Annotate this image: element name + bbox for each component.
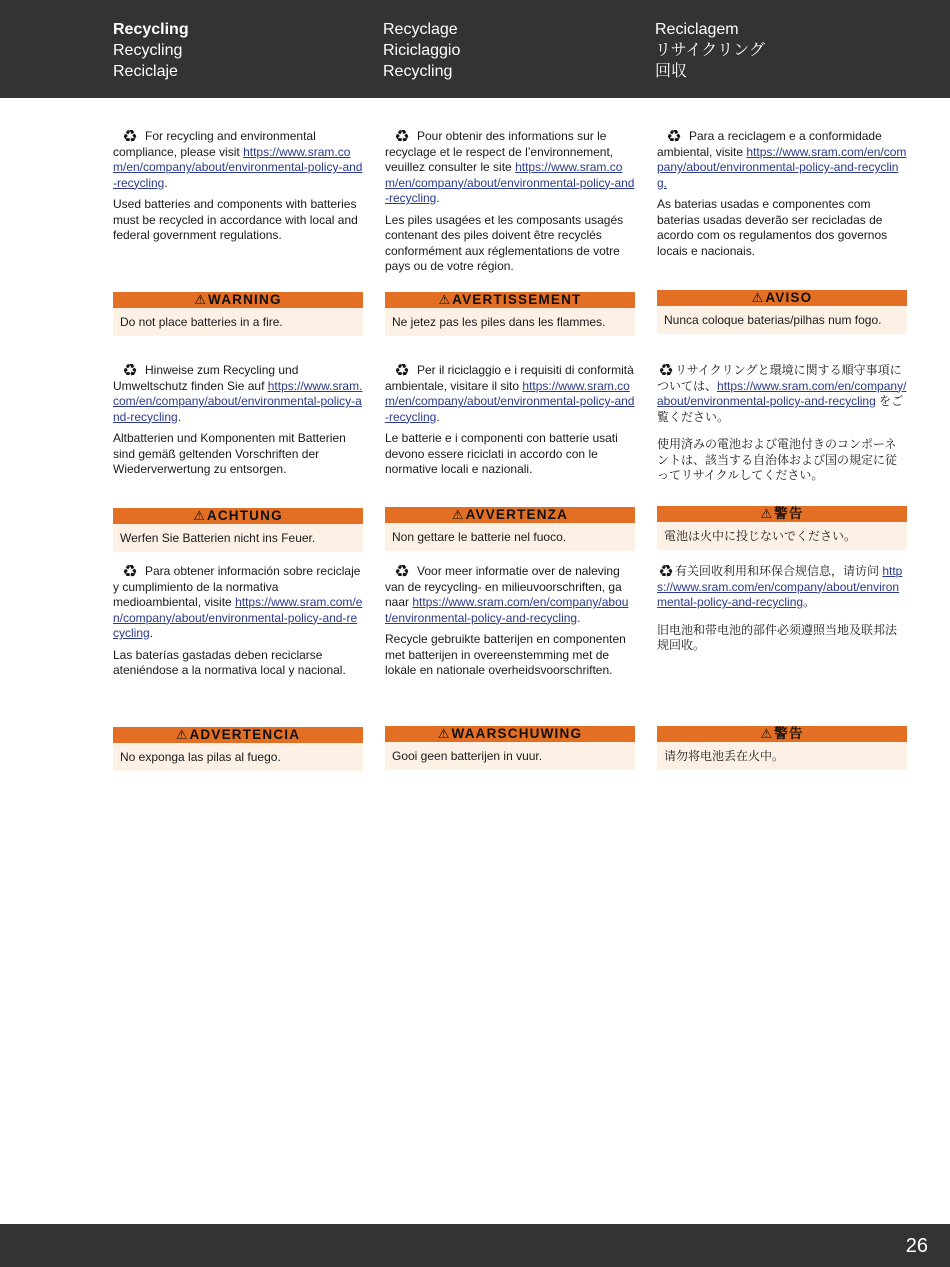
header-titles-col1 bbox=[113, 19, 373, 82]
recycling-icon: ♻ bbox=[122, 127, 138, 146]
recycling-section-fr bbox=[385, 129, 635, 275]
warning-box-de bbox=[113, 508, 363, 552]
warning-box-fr bbox=[385, 292, 635, 336]
recycling-section-nl bbox=[385, 564, 635, 679]
warning-triangle-icon: ⚠ bbox=[751, 290, 764, 305]
recycling-body: Used batteries and components with batteries must be recycled in accordance with local and federal government regulations. bbox=[113, 197, 358, 242]
page-header bbox=[0, 0, 950, 98]
recycling-link[interactable]: https://www.sram.com/en/company/about/environmental-policy-and-recycling bbox=[385, 595, 629, 625]
header-title-pt: Reciclagem bbox=[655, 21, 739, 38]
recycling-link[interactable]: https://www.sram.com/en/company/about/environmental-policy-and-recycling bbox=[657, 378, 907, 408]
intro-text: Para obtener información sobre reciclaje y cumplimiento de la normativa medioambiental, visite bbox=[113, 564, 361, 609]
warning-text: 请勿将电池丢在火中。 bbox=[657, 742, 907, 770]
recycling-section-en bbox=[113, 129, 363, 244]
intro-text: For recycling and environmental compliance, please visit bbox=[113, 129, 316, 159]
recycling-intro bbox=[657, 363, 907, 425]
header-title-en: Recycling bbox=[113, 21, 189, 38]
warning-triangle-icon: ⚠ bbox=[760, 726, 773, 741]
warning-header bbox=[113, 727, 363, 743]
warning-triangle-icon: ⚠ bbox=[451, 507, 464, 522]
warning-triangle-icon: ⚠ bbox=[438, 292, 451, 307]
intro-text: Pour obtenir des informations sur le recyclage et le respect de l’environnement, veuillez consulter le site bbox=[385, 129, 614, 174]
recycling-section-zh bbox=[657, 564, 907, 654]
page-footer bbox=[0, 1224, 950, 1267]
intro-after: . bbox=[436, 409, 440, 424]
warning-header bbox=[385, 507, 635, 523]
recycling-link[interactable]: https://www.sram.com/en/company/about/environmental-policy-and-recycling bbox=[113, 378, 363, 424]
intro-after: . bbox=[436, 191, 440, 205]
recycling-intro bbox=[113, 564, 363, 642]
recycling-icon: ♻ bbox=[122, 361, 138, 380]
intro-after: . bbox=[164, 175, 168, 190]
warning-box-nl bbox=[385, 726, 635, 770]
warning-title: ACHTUNG bbox=[206, 508, 283, 523]
warning-header bbox=[657, 726, 907, 742]
recycling-section-it bbox=[385, 363, 635, 478]
recycling-body: Les piles usagées et les composants usagés contenant des piles doivent être recyclés conformément aux réglementations de votre pays ou de votre région. bbox=[385, 212, 624, 273]
warning-triangle-icon: ⚠ bbox=[760, 506, 773, 521]
warning-header bbox=[385, 292, 635, 308]
warning-box-en bbox=[113, 292, 363, 336]
recycling-intro bbox=[385, 129, 635, 207]
recycling-intro bbox=[113, 363, 363, 425]
warning-header bbox=[113, 508, 363, 524]
intro-after: . bbox=[577, 610, 581, 625]
recycling-link[interactable]: https://www.sram.com/en/company/about/environmental-policy-and-recycling bbox=[385, 160, 635, 205]
recycling-body: As baterias usadas e componentes com baterias usadas deverão ser recicladas de acordo com os regulamentos dos governos locais e nacionais. bbox=[657, 197, 888, 258]
warning-triangle-icon: ⚠ bbox=[194, 292, 206, 307]
intro-after: をご覧ください。 bbox=[657, 394, 904, 424]
recycling-body: Recycle gebruikte batterijen en componenten met batterijen in overeenstemming met de lokale en nationale overheidsvoorschriften. bbox=[385, 632, 626, 677]
warning-header bbox=[385, 726, 635, 742]
recycling-body: 旧电池和带电池的部件必须遵照当地及联邦法规回收。 bbox=[657, 622, 898, 652]
warning-text: 電池は火中に投じないでください。 bbox=[657, 522, 907, 550]
recycling-intro bbox=[385, 363, 635, 425]
warning-box-ja bbox=[657, 506, 907, 550]
warning-box-zh bbox=[657, 726, 907, 770]
warning-title: ADVERTENCIA bbox=[189, 727, 301, 742]
recycling-intro bbox=[113, 129, 363, 191]
recycling-link[interactable]: https://www.sram.com/en/company/about/environmental-policy-and-recycling bbox=[657, 564, 903, 609]
recycling-body: 使用済みの電池および電池付きのコンポーネントは、該当する自治体および国の規定に従ってリサイクルしてください。 bbox=[657, 437, 898, 482]
warning-header bbox=[113, 292, 363, 308]
recycling-section-pt bbox=[657, 129, 907, 259]
intro-text: Voor meer informatie over de naleving van de reycycling- en milieuvoorschriften, ga naar bbox=[385, 564, 622, 609]
warning-title: WAARSCHUWING bbox=[451, 726, 583, 741]
warning-title: AVVERTENZA bbox=[465, 507, 569, 522]
warning-text: Do not place batteries in a fire. bbox=[113, 308, 363, 336]
warning-header bbox=[657, 290, 907, 306]
warning-title: WARNING bbox=[208, 292, 282, 307]
recycling-intro bbox=[657, 564, 907, 611]
recycling-icon: ♻ bbox=[658, 562, 674, 581]
warning-text: No exponga las pilas al fuego. bbox=[113, 743, 363, 771]
warning-triangle-icon: ⚠ bbox=[437, 726, 450, 741]
recycling-section-de bbox=[113, 363, 363, 478]
warning-title: AVISO bbox=[765, 290, 813, 305]
warning-header bbox=[657, 506, 907, 522]
intro-text: Para a reciclagem e a conformidade ambiental, visite bbox=[657, 129, 882, 159]
header-title-it: Riciclaggio bbox=[383, 42, 461, 59]
recycling-body: Las baterías gastadas deben reciclarse ateniéndose a la normativa local y nacional. bbox=[113, 647, 346, 677]
recycling-intro bbox=[385, 564, 635, 626]
header-title-zh: 回収 bbox=[655, 63, 688, 80]
recycling-link[interactable]: https://www.sram.com/en/company/about/environmental-policy-and-recycling bbox=[385, 378, 635, 424]
recycling-icon: ♻ bbox=[122, 562, 138, 581]
warning-text: Non gettare le batterie nel fuoco. bbox=[385, 523, 635, 551]
recycling-icon: ♻ bbox=[394, 127, 410, 146]
header-titles-col3 bbox=[655, 19, 915, 82]
header-title-es: Reciclaje bbox=[113, 63, 178, 80]
recycling-icon: ♻ bbox=[394, 361, 410, 380]
recycling-section-es bbox=[113, 564, 363, 679]
intro-text: 有关回收利用和环保合规信息，请访问 bbox=[675, 564, 883, 578]
warning-box-pt bbox=[657, 290, 907, 334]
recycling-icon: ♻ bbox=[394, 562, 410, 581]
page-number: 26 bbox=[905, 1235, 928, 1257]
warning-text: Gooi geen batterijen in vuur. bbox=[385, 742, 635, 770]
recycling-body: Altbatterien und Komponenten mit Batterien sind gemäß geltenden Vorschriften der Wiederverwertung zu entsorgen. bbox=[113, 431, 346, 476]
warning-box-es bbox=[113, 727, 363, 771]
intro-text: Per il riciclaggio e i requisiti di conformità ambientale, visitare il sito bbox=[385, 363, 634, 393]
warning-title: 警告 bbox=[774, 726, 804, 741]
intro-text: Hinweise zum Recycling und Umweltschutz finden Sie auf bbox=[113, 363, 299, 393]
recycling-icon: ♻ bbox=[666, 127, 682, 146]
recycling-body: Le batterie e i componenti con batterie usati devono essere riciclati in accordo con le normative locali e nazionali. bbox=[385, 431, 618, 476]
warning-title: AVERTISSEMENT bbox=[452, 292, 582, 307]
header-title-nl: Recycling bbox=[383, 63, 453, 80]
intro-text: リサイクリングと環境に関する順守事項については、 bbox=[657, 363, 902, 393]
warning-text: Nunca coloque baterias/pilhas num fogo. bbox=[657, 306, 907, 334]
recycling-intro bbox=[657, 129, 907, 191]
warning-text: Ne jetez pas les piles dans les flammes. bbox=[385, 308, 635, 336]
header-title-fr: Recyclage bbox=[383, 21, 458, 38]
header-title-de: Recycling bbox=[113, 42, 183, 59]
recycling-link[interactable]: https://www.sram.com/en/company/about/environmental-policy-and-recycling. bbox=[657, 144, 907, 190]
intro-after: . bbox=[177, 409, 182, 424]
recycling-link[interactable]: https://www.sram.com/en/company/about/environmental-policy-and-recycling bbox=[113, 595, 363, 640]
header-titles-col2 bbox=[383, 19, 643, 82]
warning-triangle-icon: ⚠ bbox=[175, 727, 188, 742]
intro-after: . bbox=[149, 626, 154, 640]
warning-triangle-icon: ⚠ bbox=[193, 508, 205, 523]
recycling-link[interactable]: https://www.sram.com/en/company/about/environmental-policy-and-recycling bbox=[113, 144, 363, 190]
warning-text: Werfen Sie Batterien nicht ins Feuer. bbox=[113, 524, 363, 552]
recycling-icon: ♻ bbox=[658, 361, 674, 380]
intro-after: 。 bbox=[803, 595, 816, 609]
warning-box-it bbox=[385, 507, 635, 551]
warning-title: 警告 bbox=[774, 506, 804, 521]
recycling-section-ja bbox=[657, 363, 907, 484]
header-title-ja: リサイクリング bbox=[655, 42, 765, 59]
